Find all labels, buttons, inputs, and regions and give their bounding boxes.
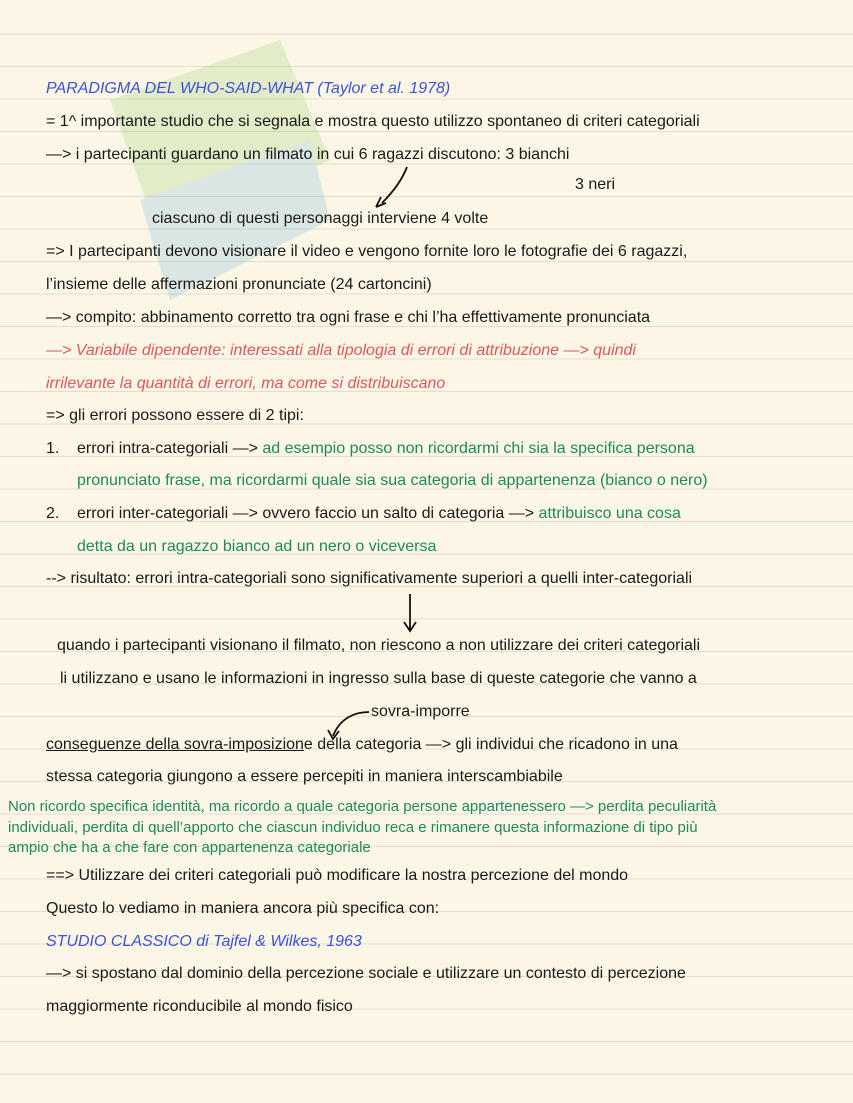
text-line-green: detta da un ragazzo bianco ad un nero o viceversa: [77, 538, 437, 555]
text-line: stessa categoria giungono a essere percepiti in maniera interscambiabile: [46, 768, 563, 785]
text-line-red: —> Variabile dipendente: interessati alla tipologia di errori di attribuzione —> quindi: [46, 342, 636, 359]
text-line: l’insieme delle affermazioni pronunciate (24 cartoncini): [46, 276, 432, 293]
text-line: --> risultato: errori intra-categoriali sono significativamente superiori a quelli inter-categoriali: [46, 570, 693, 587]
underlined-term: conseguenze della sovra-imposizion: [46, 736, 304, 753]
text-line: maggiormente riconducibile al mondo fisico: [46, 998, 353, 1015]
text-line: ==> Utilizzare dei criteri categoriali può modificare la nostra percezione del mondo: [46, 867, 629, 884]
text-line: —> i partecipanti guardano un filmato in cui 6 ragazzi discutono: 3 bianchi: [46, 146, 570, 163]
text-line-green: ampio che ha a che fare con appartenenza categoriale: [8, 839, 371, 856]
list-number: 2.: [46, 505, 60, 522]
text-line: ciascuno di questi personaggi interviene 4 volte: [152, 210, 489, 227]
text-line: => I partecipanti devono visionare il video e vengono fornite loro le fotografie dei 6 ragazzi,: [46, 243, 688, 260]
list-item: [77, 439, 695, 459]
title-who-said-what: PARADIGMA DEL WHO-SAID-WHAT (Taylor et al. 1978): [46, 80, 451, 97]
text-line-red: irrilevante la quantità di errori, ma come si distribuiscano: [46, 375, 446, 392]
text-line: => gli errori possono essere di 2 tipi:: [46, 407, 304, 424]
text-line: sovra-imporre: [371, 703, 470, 720]
text-span: errori inter-categoriali —> ovvero faccio un salto di categoria —>: [77, 505, 539, 522]
text-span-green: ad esempio posso non ricordarmi chi sia la specifica persona: [262, 440, 695, 457]
list-item: [77, 504, 681, 524]
list-number: 1.: [46, 440, 60, 457]
text-line-green: pronunciato frase, ma ricordarmi quale sia sua categoria di appartenenza (bianco o nero): [77, 472, 708, 489]
text-span: e della categoria —> gli individui che ricadono in una: [303, 736, 678, 753]
arrow-down-icon: [400, 592, 420, 634]
text-line: —> si spostano dal dominio della percezione sociale e utilizzare un contesto di percezione: [46, 965, 686, 982]
text-line: quando i partecipanti visionano il filmato, non riescono a non utilizzare dei criteri categoriali: [57, 637, 701, 654]
text-line-green: Non ricordo specifica identità, ma ricordo a quale categoria persone appartenessero —> perdita peculiarità: [8, 798, 717, 815]
text-line: Questo lo vediamo in maniera ancora più specifica con:: [46, 900, 440, 917]
text-line: li utilizzano e usano le informazioni in ingresso sulla base di queste categorie che vanno a: [60, 670, 697, 687]
text-line: = 1^ importante studio che si segnala e mostra questo utilizzo spontaneo di criteri categoriali: [46, 113, 700, 130]
text-span-green: attribuisco una cosa: [538, 505, 681, 522]
title-studio-classico: STUDIO CLASSICO di Tajfel & Wilkes, 1963: [46, 933, 362, 950]
text-line: [46, 735, 678, 755]
text-line: —> compito: abbinamento corretto tra ogni frase e chi l’ha effettivamente pronunciata: [46, 309, 651, 326]
text-line: 3 neri: [575, 176, 616, 193]
text-span: errori intra-categoriali —>: [77, 440, 263, 457]
text-line-green: individuali, perdita di quell’apporto che ciascun individuo reca e rimanere questa informazione di tipo più: [8, 819, 698, 836]
arrow-curved-icon: [372, 165, 412, 210]
